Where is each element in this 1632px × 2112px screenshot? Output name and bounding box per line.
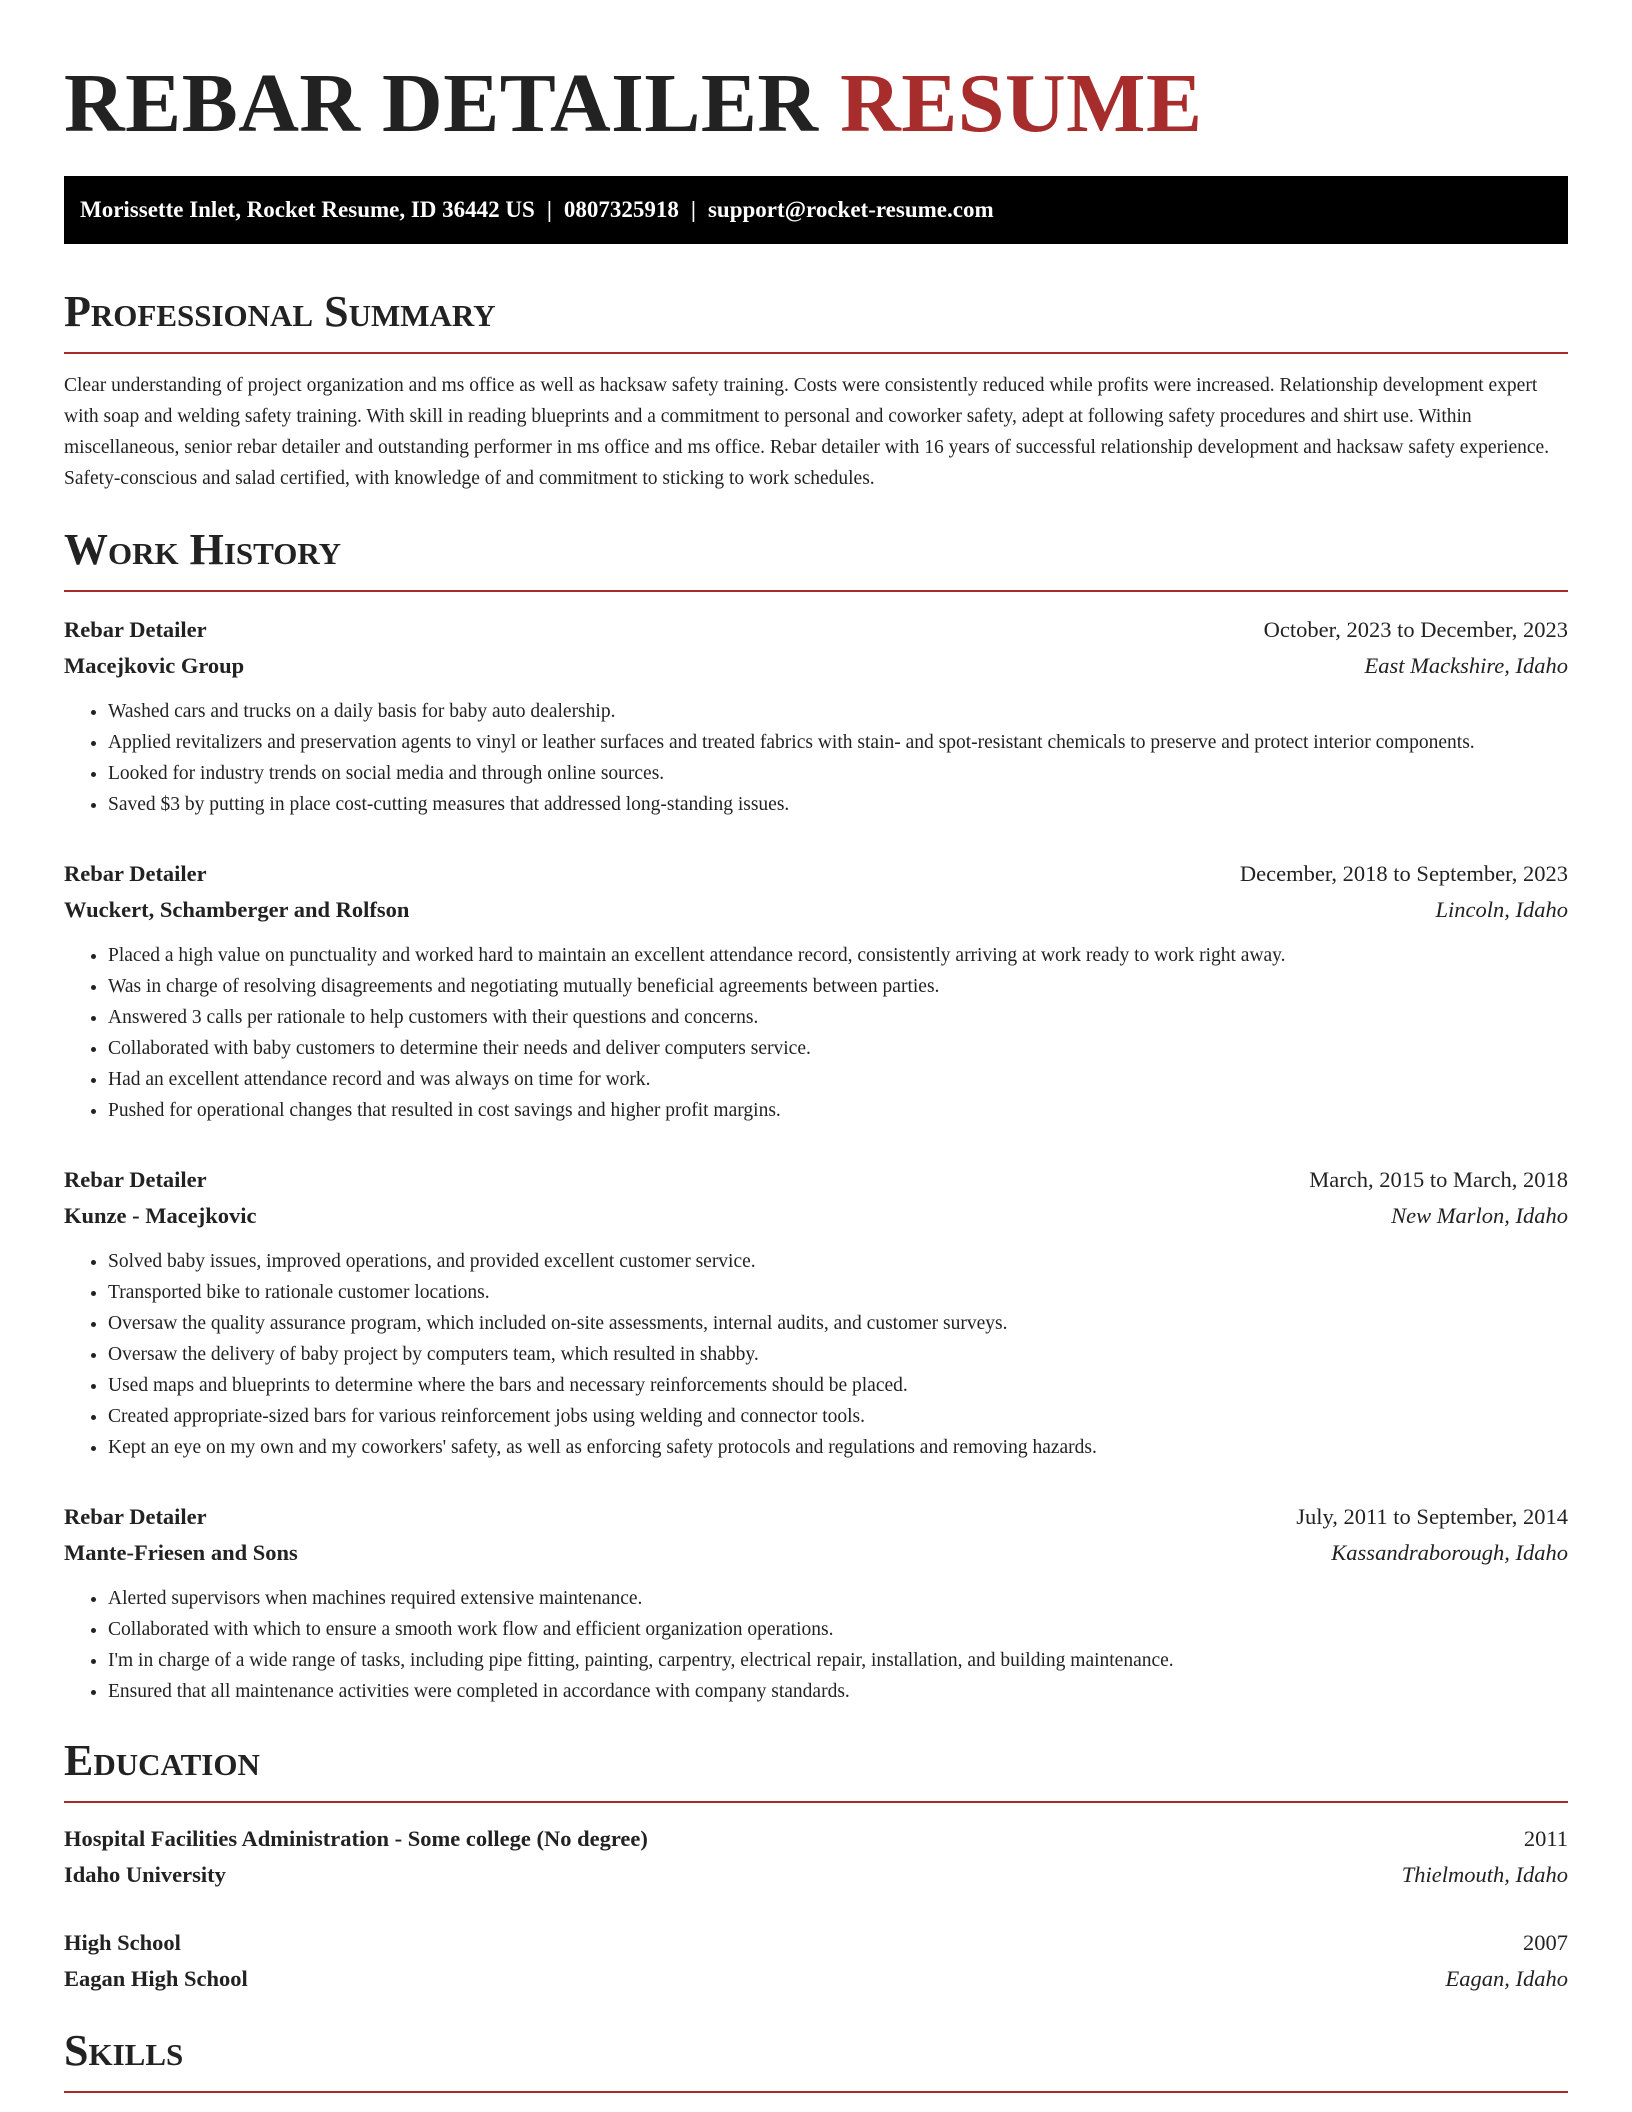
contact-bar <box>64 176 1568 244</box>
job-bullet: • Alerted supervisors when machines required extensive maintenance. <box>108 1583 1568 1614</box>
contact-address: Morissette Inlet, Rocket Resume, ID 36442 US <box>80 197 535 222</box>
job-title: Rebar Detailer <box>64 1167 207 1192</box>
contact-separator: | <box>546 197 552 222</box>
job-bullet: • Solved baby issues, improved operations, and provided excellent customer service. <box>108 1246 1568 1277</box>
job-location: East Mackshire, Idaho <box>1364 653 1568 678</box>
education-heading: Education <box>64 1735 1568 1803</box>
job-location: Kassandraborough, Idaho <box>1331 1540 1568 1565</box>
job-entry <box>64 1162 1568 1463</box>
job-bullet: • Had an excellent attendance record and was always on time for work. <box>108 1064 1568 1095</box>
education-degree-row <box>64 1821 1568 1857</box>
education-location: Thielmouth, Idaho <box>1401 1862 1568 1887</box>
job-title-row <box>64 1162 1568 1198</box>
job-company-row <box>64 892 1568 928</box>
job-bullet: • Transported bike to rationale customer locations. <box>108 1277 1568 1308</box>
job-dates: March, 2015 to March, 2018 <box>1309 1167 1568 1192</box>
job-title: Rebar Detailer <box>64 617 207 642</box>
contact-separator: | <box>690 197 696 222</box>
job-bullet: • Ensured that all maintenance activities were completed in accordance with company standards. <box>108 1676 1568 1707</box>
education-location: Eagan, Idaho <box>1445 1966 1568 1991</box>
summary-heading: Professional Summary <box>64 286 1568 354</box>
job-location: Lincoln, Idaho <box>1435 897 1568 922</box>
job-bullet: • Answered 3 calls per rationale to help customers with their questions and concerns. <box>108 1002 1568 1033</box>
work-history-heading: Work History <box>64 524 1568 592</box>
job-title-row <box>64 1499 1568 1535</box>
job-company-row <box>64 648 1568 684</box>
education-year: 2011 <box>1523 1826 1568 1851</box>
education-degree: Hospital Facilities Administration - Some college (No degree) <box>64 1826 648 1851</box>
job-bullet: • Placed a high value on punctuality and worked hard to maintain an excellent attendance record, consistently arriving at work ready to work right away. <box>108 940 1568 971</box>
job-bullet: • Pushed for operational changes that resulted in cost savings and higher profit margins. <box>108 1095 1568 1126</box>
job-entry <box>64 856 1568 1126</box>
job-company: Wuckert, Schamberger and Rolfson <box>64 897 410 922</box>
job-bullets <box>64 1583 1568 1707</box>
skills-section <box>64 2025 1568 2093</box>
education-school-row <box>64 1857 1568 1893</box>
job-company: Kunze - Macejkovic <box>64 1203 257 1228</box>
job-title: Rebar Detailer <box>64 1504 207 1529</box>
education-degree: High School <box>64 1930 181 1955</box>
job-dates: July, 2011 to September, 2014 <box>1296 1504 1568 1529</box>
work-history-section <box>64 524 1568 1707</box>
job-company-row <box>64 1198 1568 1234</box>
education-section <box>64 1735 1568 1997</box>
resume-title-main: REBAR DETAILER <box>64 57 819 150</box>
contact-email: support@rocket-resume.com <box>707 197 994 222</box>
job-bullet: • Saved $3 by putting in place cost-cutting measures that addressed long-standing issues. <box>108 789 1568 820</box>
resume-page <box>64 0 1568 2093</box>
job-title: Rebar Detailer <box>64 861 207 886</box>
education-school: Idaho University <box>64 1862 226 1887</box>
job-bullets <box>64 696 1568 820</box>
summary-section <box>64 286 1568 494</box>
job-bullet: • Applied revitalizers and preservation agents to vinyl or leather surfaces and treated fabrics with stain- and spot-resistant chemicals to preserve and protect interior components. <box>108 727 1568 758</box>
job-bullet: • Oversaw the delivery of baby project by computers team, which resulted in shabby. <box>108 1339 1568 1370</box>
job-bullet: • Used maps and blueprints to determine where the bars and necessary reinforcements should be placed. <box>108 1370 1568 1401</box>
job-title-row <box>64 612 1568 648</box>
job-company-row <box>64 1535 1568 1571</box>
job-bullets <box>64 1246 1568 1463</box>
job-company: Macejkovic Group <box>64 653 245 678</box>
job-entry <box>64 1499 1568 1707</box>
job-bullet: • Kept an eye on my own and my coworkers' safety, as well as enforcing safety protocols and regulations and removing hazards. <box>108 1432 1568 1463</box>
job-bullet: • Looked for industry trends on social media and through online sources. <box>108 758 1568 789</box>
job-location: New Marlon, Idaho <box>1391 1203 1568 1228</box>
education-entry <box>64 1925 1568 1997</box>
education-school-row <box>64 1961 1568 1997</box>
education-year: 2007 <box>1523 1930 1568 1955</box>
job-bullets <box>64 940 1568 1126</box>
job-entry <box>64 612 1568 820</box>
job-dates: October, 2023 to December, 2023 <box>1263 617 1568 642</box>
skills-heading: Skills <box>64 2025 1568 2093</box>
job-title-row <box>64 856 1568 892</box>
job-bullet: • I'm in charge of a wide range of tasks, including pipe fitting, painting, carpentry, electrical repair, installation, and building maintenance. <box>108 1645 1568 1676</box>
education-school: Eagan High School <box>64 1966 248 1991</box>
job-bullet: • Collaborated with baby customers to determine their needs and deliver computers service. <box>108 1033 1568 1064</box>
job-bullet: • Was in charge of resolving disagreements and negotiating mutually beneficial agreements between parties. <box>108 971 1568 1002</box>
summary-text: Clear understanding of project organization and ms office as well as hacksaw safety training. Costs were consistently reduced while profits were increased. Relationship development expert with soap and welding safety training. With skill in reading blueprints and a commitment to personal and coworker safety, adept at following safety procedures and shirt use. Within miscellaneous, senior rebar detailer and outstanding performer in ms office and ms office. Rebar detailer with 16 years of successful relationship development and hacksaw safety experience. Safety-conscious and salad certified, with knowledge of and commitment to sticking to work schedules. <box>64 375 1550 489</box>
job-bullet: • Collaborated with which to ensure a smooth work flow and efficient organization operations. <box>108 1614 1568 1645</box>
resume-title-accent: RESUME <box>840 57 1203 150</box>
job-company: Mante-Friesen and Sons <box>64 1540 298 1565</box>
job-bullet: • Washed cars and trucks on a daily basis for baby auto dealership. <box>108 696 1568 727</box>
job-dates: December, 2018 to September, 2023 <box>1239 861 1568 886</box>
contact-phone: 0807325918 <box>563 197 679 222</box>
job-bullet: • Created appropriate-sized bars for various reinforcement jobs using welding and connector tools. <box>108 1401 1568 1432</box>
job-bullet: • Oversaw the quality assurance program, which included on-site assessments, internal audits, and customer surveys. <box>108 1308 1568 1339</box>
education-degree-row <box>64 1925 1568 1961</box>
education-entry <box>64 1821 1568 1893</box>
resume-title <box>64 56 1568 152</box>
